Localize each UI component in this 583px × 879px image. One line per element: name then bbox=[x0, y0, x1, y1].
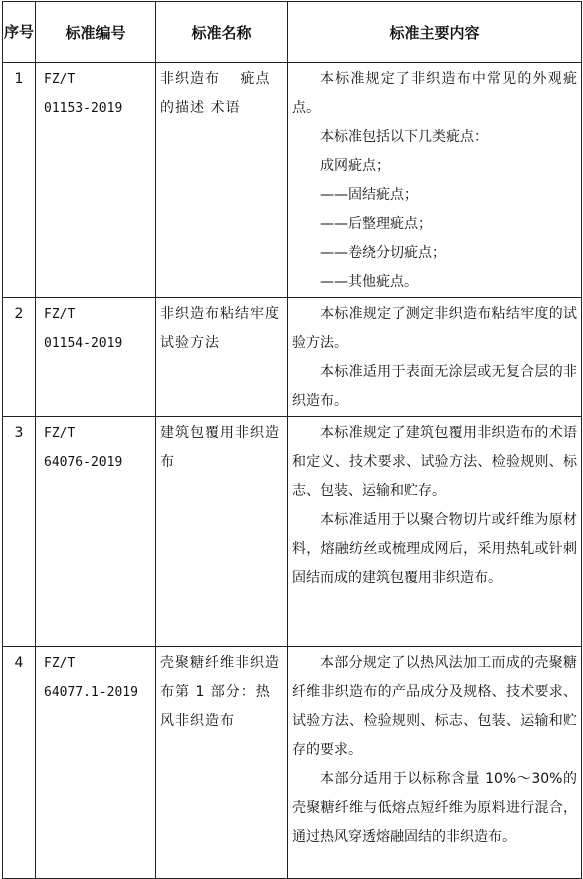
content-list-item: ——固结疵点； bbox=[320, 187, 418, 203]
row-number: 1 bbox=[3, 63, 36, 298]
row-number: 4 bbox=[3, 647, 36, 879]
standard-code bbox=[36, 63, 156, 298]
row-number: 3 bbox=[3, 417, 36, 647]
header-row bbox=[3, 2, 582, 63]
standard-name: 建筑包覆用非织造布 bbox=[156, 417, 288, 647]
content-list-item: 成网疵点； bbox=[320, 158, 390, 174]
standard-code bbox=[36, 417, 156, 647]
standard-code bbox=[36, 647, 156, 879]
header-seq: 序号 bbox=[3, 2, 36, 63]
header-code: 标准编号 bbox=[36, 2, 156, 63]
standards-table bbox=[2, 1, 582, 879]
table-row bbox=[3, 647, 582, 879]
code-prefix: FZ/T bbox=[44, 72, 76, 87]
code-prefix: FZ/T bbox=[44, 656, 76, 671]
content-list-item: ——其他疵点。 bbox=[320, 274, 418, 290]
standard-name: 非织造布 疵点的描述 术语 bbox=[156, 63, 288, 298]
standard-content bbox=[288, 298, 582, 417]
content-paragraph: 本标准规定了建筑包覆用非织造布的术语和定义、技术要求、试验方法、检验规则、标志、包装、运输和贮存。 bbox=[292, 425, 577, 499]
standard-name: 非织造布粘结牢度试验方法 bbox=[156, 298, 288, 417]
content-paragraph: 本部分适用于以标称含量 10%～30%的壳聚糖纤维与低熔点短纤维为原料进行混合，通过热风穿透熔融固结的非织造布。 bbox=[292, 771, 577, 845]
content-paragraph: 本标准适用于表面无涂层或无复合层的非织造布。 bbox=[292, 364, 577, 409]
standard-content bbox=[288, 417, 582, 647]
code-number: 01153-2019 bbox=[44, 101, 123, 116]
standard-name: 壳聚糖纤维非织造布第 1 部分：热风非织造布 bbox=[156, 647, 288, 879]
standard-content bbox=[288, 63, 582, 298]
content-list-item: ——卷绕分切疵点； bbox=[320, 245, 446, 261]
code-number: 01154-2019 bbox=[44, 336, 123, 351]
content-list-item: ——后整理疵点； bbox=[320, 216, 432, 232]
code-number: 64076-2019 bbox=[44, 455, 123, 470]
table-row bbox=[3, 298, 582, 417]
table-row bbox=[3, 417, 582, 647]
content-paragraph: 本标准包括以下几类疵点： bbox=[320, 129, 488, 145]
content-paragraph: 本部分规定了以热风法加工而成的壳聚糖纤维非织造布的产品成分及规格、技术要求、试验方法、检验规则、标志、包装、运输和贮存的要求。 bbox=[292, 655, 577, 758]
table-row bbox=[3, 63, 582, 298]
content-paragraph: 本标准规定了非织造布中常见的外观疵点。 bbox=[292, 71, 577, 116]
standard-content bbox=[288, 647, 582, 879]
header-name: 标准名称 bbox=[156, 2, 288, 63]
header-content: 标准主要内容 bbox=[288, 2, 582, 63]
code-prefix: FZ/T bbox=[44, 426, 76, 441]
code-number: 64077.1-2019 bbox=[44, 685, 138, 700]
standard-code bbox=[36, 298, 156, 417]
row-number: 2 bbox=[3, 298, 36, 417]
code-prefix: FZ/T bbox=[44, 307, 76, 322]
content-paragraph: 本标准规定了测定非织造布粘结牢度的试验方法。 bbox=[292, 306, 577, 351]
content-paragraph: 本标准适用于以聚合物切片或纤维为原材料，熔融纺丝或梳理成网后，采用热轧或针刺固结而成的建筑包覆用非织造布。 bbox=[292, 512, 577, 586]
